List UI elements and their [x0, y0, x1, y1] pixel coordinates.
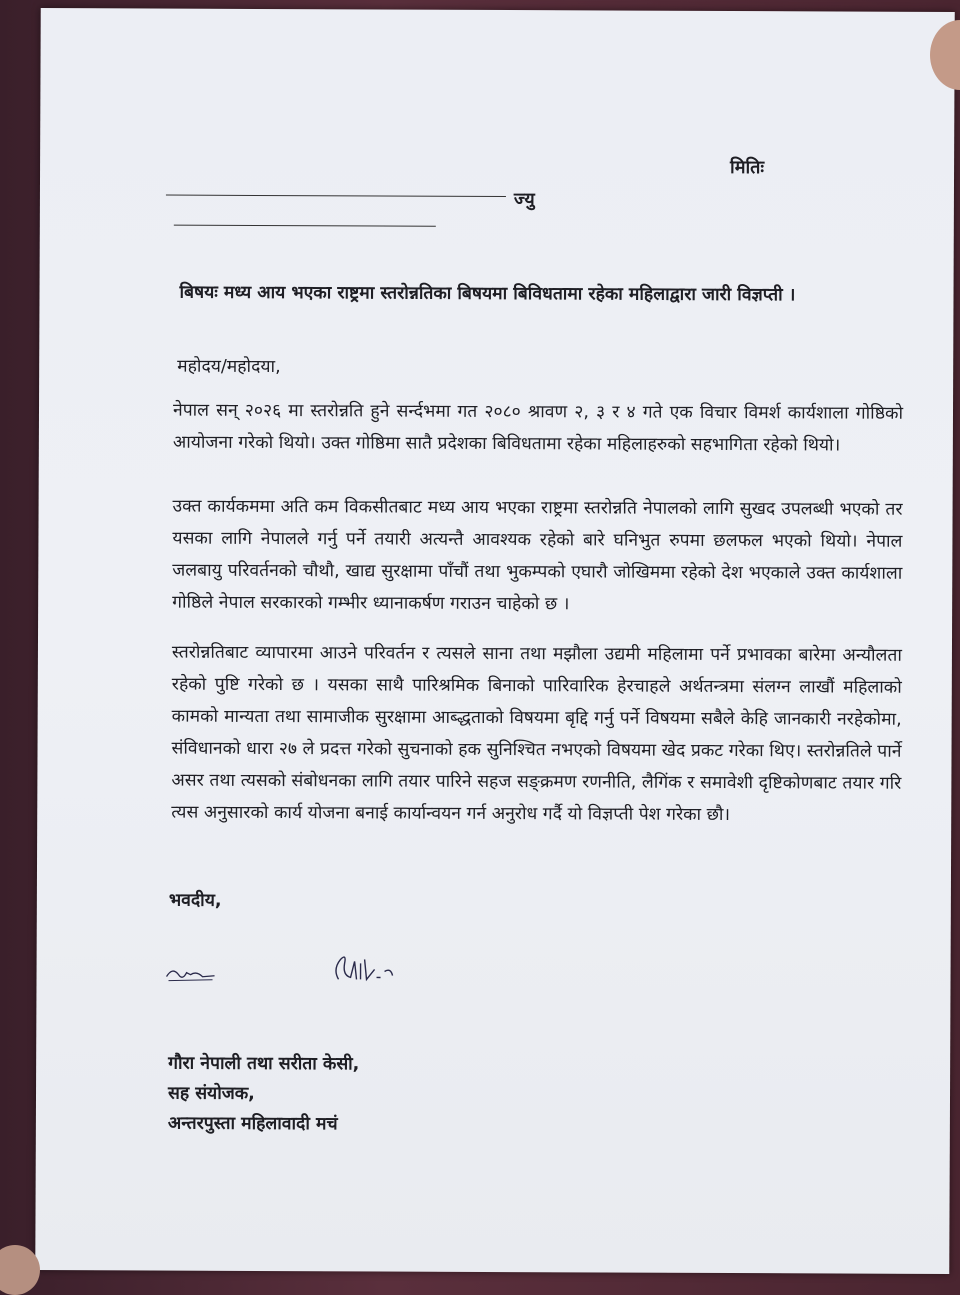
finger-bottom-left [0, 1245, 40, 1295]
signatory-block [168, 1049, 360, 1140]
paragraph-2: उक्त कार्यकममा अति कम विकसीतबाट मध्य आय भएका राष्ट्रमा स्तरोन्नति नेपालको लागि सुखद उपलब्धी भएको तर यसका लागि नेपालले गर्नु पर्ने तयारी अत्यन्तै आवश्यक रहेको बारे घनिभुत रुपमा छलफल भएको थियो। नेपाल जलबायु परिवर्तनको चौथौ, खाद्य सुरक्षामा पाँचौं तथा भुकम्पको एघारौ जोखिममा रहेको देश भएकाले उक्त कार्यशाला गोष्ठिले नेपाल सरकारको गम्भीर ध्यानाकर्षण गराउन चाहेको छ । [172, 496, 903, 615]
signature-1 [164, 961, 216, 987]
closing: भवदीय, [168, 890, 222, 911]
addressee-suffix: ज्यु [513, 189, 535, 211]
signatory-title: सह संयोजक, [167, 1083, 255, 1104]
signatory-names: गौरा नेपाली तथा सरीता केसी, [168, 1053, 360, 1075]
paragraph-1: नेपाल सन् २०२६ मा स्तरोन्नति हुने सर्न्दभमा गत २०८० श्रावण २, ३ र ४ गते एक विचार विमर्श कार्यशाला गोष्ठिको आयोजना गरेको थियो। उक्त गोष्ठिमा सातै प्रदेशका बिविधतामा रहेका महिलाहरुको सहभागिता रहेको थियो। [172, 400, 904, 456]
signatory-organization: अन्तरपुस्ता महिलावादी मचं [167, 1113, 338, 1135]
date-label: मितिः [730, 157, 765, 179]
salutation: महोदय/महोदया, [177, 356, 281, 378]
addressee-line [166, 195, 506, 197]
address-line [174, 225, 436, 227]
signature-2 [330, 949, 398, 989]
paragraph-3: स्तरोन्नतिबाट व्यापारमा आउने परिवर्तन र त्यसले साना तथा मझौला उद्यमी महिलामा पर्ने प्रभावका बारेमा अन्यौलता रहेको पुष्टि गरेको छ । यसका साथै पारिश्रमिक बिनाको पारिवारिक हेरचाहले अर्थतन्त्रमा संलग्न लाखौं महिलाको कामको मान्यता तथा सामाजीक सुरक्षामा आब्द्धताको विषयमा बृद्दि गर्नु पर्ने विषयमा सबैले केहि जानकारी नरहेकोमा, संविधानको धारा २७ ले प्रदत्त गरेको सुचनाको हक सुनिश्चित नभएको विषयमा खेद प्रकट गरेका थिए। स्तरोन्नतिले पार्ने असर तथा त्यसको संबोधनका लागि तयार पारिने सहज सङ्क्रमण रणनीति, लैगिंक र समावेशी दृष्टिकोणबाट तयार गरि त्यस अनुसारको कार्य योजना बनाई कार्यान्वयन गर्न अनुरोध गर्दै यो विज्ञप्ती पेश गरेका छौ। [171, 642, 902, 826]
letter-paper [35, 8, 954, 1274]
subject-line: बिषयः मध्य आय भएका राष्ट्रमा स्तरोन्नतिका बिषयमा बिविधतामा रहेका महिलाद्वारा जारी विज्ञप्ती । [179, 282, 796, 306]
